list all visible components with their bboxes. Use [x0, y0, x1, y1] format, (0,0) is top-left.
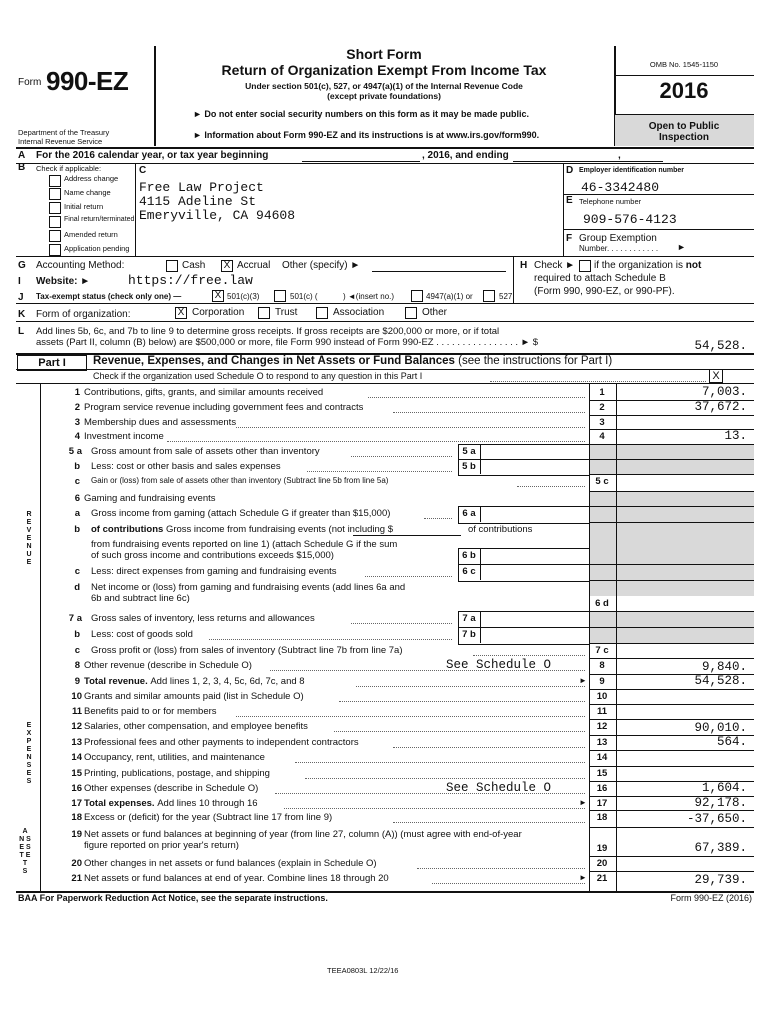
line-l5c-box-label: 5 c — [595, 476, 609, 487]
line-l6b-text-rest: Gross income from fundraising events (not including $ — [165, 524, 393, 535]
line-l6-text: Gaming and fundraising events — [84, 493, 216, 504]
line-l5c-leader — [517, 486, 585, 487]
part-1-title-main: Revenue, Expenses, and Changes in Net Assets or Fund Balances — [93, 355, 455, 367]
line-l7a-inner-div — [480, 611, 481, 627]
title-main: Return of Organization Exempt From Income Tax — [221, 62, 547, 78]
side-letter: T — [22, 860, 28, 867]
line-l4-number: 4 — [74, 431, 80, 442]
side-letter: E — [26, 722, 32, 729]
open-public-1: Open to Public — [648, 121, 720, 132]
side-letter: E S — [19, 844, 31, 851]
side-letter: N — [26, 543, 32, 550]
line-l17-text-bold: Total expenses. — [84, 798, 158, 809]
label-527: 527 — [499, 292, 513, 301]
line-l2-rule — [589, 415, 754, 416]
side-letter: V — [26, 527, 32, 534]
side-letter: T E — [19, 852, 31, 859]
line-l19-number: 19 — [71, 829, 82, 840]
line-l6d-rule — [589, 611, 754, 612]
line-l16-value: 1,604. — [701, 781, 747, 795]
checkbox-501c[interactable] — [274, 290, 286, 302]
line-l15-box-label: 15 — [596, 768, 608, 779]
line-l9-number: 9 — [74, 676, 80, 687]
side-letter: S — [26, 778, 32, 785]
line-l17-box-label: 17 — [596, 798, 608, 809]
line-l12-text: Salaries, other compensation, and employee benefits — [84, 721, 308, 732]
label-application-pending: Application pending — [64, 244, 130, 253]
schedule-o-check-text: Check if the organization used Schedule O to respond to any question in this Part I — [93, 371, 423, 381]
label-association: Association — [333, 307, 385, 318]
label-501c: 501(c) ( — [290, 292, 318, 301]
label-insert-no: ) ◄(insert no.) — [343, 292, 395, 301]
line-l7c-box-label: 7 c — [595, 645, 609, 656]
label-other-specify: Other (specify) ► — [282, 260, 361, 271]
line-l7b-rule — [589, 643, 754, 644]
line-l19-rule — [589, 856, 754, 857]
side-letter: P — [26, 738, 32, 745]
line-l12-number: 12 — [71, 721, 82, 732]
line-l7b-inner-label: 7 b — [462, 629, 476, 640]
line-l6d-text: Net income or (loss) from gaming and fundraising events (add lines 6a and — [91, 582, 406, 593]
line-l19-box-label: 19 — [596, 843, 608, 854]
footer-code: TEEA0803L 12/22/16 — [327, 966, 399, 975]
checkbox-corporation[interactable]: X — [175, 307, 187, 319]
line-l4-box-label: 4 — [599, 431, 605, 442]
label-amended-return: Amended return — [64, 230, 118, 239]
line-l7a-rule — [589, 627, 754, 628]
form-word: Form — [18, 77, 42, 88]
line-l21-text: Net assets or fund balances at end of year. Combine lines 18 through 20 — [84, 873, 389, 884]
line-l1-box-label: 1 — [599, 387, 605, 398]
part-1-title — [93, 355, 612, 367]
line-l6b-inner-label: 6 b — [462, 550, 476, 561]
line-l18-rule — [589, 827, 754, 828]
line-l1-text: Contributions, gifts, grants, and similar amounts received — [84, 387, 324, 398]
line-l13-leader — [393, 747, 585, 748]
line-l-text-2: assets (Part II, column (B) below) are $500,000 or more, file Form 990 instead of Form 990-EZ . . . . . . . . . . . . . . . . ► $ — [36, 337, 539, 348]
line-l17-text — [84, 798, 258, 809]
line-l4-rule — [589, 444, 754, 445]
side-letter: S — [26, 762, 32, 769]
line-l20-rule — [589, 871, 754, 872]
line-6b-text-2: from fundraising events reported on line 1) (attach Schedule G if the sum — [91, 539, 398, 550]
line-6b-blank — [353, 535, 461, 536]
line-l18-value: -37,650. — [686, 812, 747, 826]
line-l5a-leader — [351, 456, 452, 457]
line-l11-leader — [236, 716, 585, 717]
side-letter: E — [26, 519, 32, 526]
label-trust: Trust — [275, 307, 298, 318]
line-k-letter: K — [18, 309, 26, 320]
line-l6b-number: b — [74, 524, 80, 535]
tax-year: 2016 — [659, 78, 709, 103]
line-l19-value: 67,389. — [694, 841, 747, 855]
line-l6a-rule — [589, 522, 754, 523]
line-l14-rule — [589, 766, 754, 767]
line-l-letter: L — [18, 326, 25, 337]
line-l15-text: Printing, publications, postage, and shipping — [84, 768, 270, 779]
line-h-text-4: (Form 990, 990-EZ, or 990-PF). — [534, 286, 675, 297]
line-l6c-inner-label: 6 c — [462, 566, 476, 577]
line-l7b-inner-div — [480, 627, 481, 643]
side-letter: E — [26, 770, 32, 777]
line-l5b-leader — [307, 471, 452, 472]
line-l3-text: Membership dues and assessments — [84, 417, 237, 428]
line-g-letter: G — [18, 260, 26, 271]
line-l14-leader — [295, 762, 585, 763]
line-j-label: Tax-exempt status (check only one) — — [36, 292, 182, 301]
line-l10-box-label: 10 — [596, 691, 608, 702]
line-l7c-number: c — [74, 645, 80, 656]
line-l20-number: 20 — [71, 858, 82, 869]
line-l20-leader — [417, 868, 585, 869]
line-l7b-text: Less: cost of goods sold — [91, 629, 193, 640]
line-l5b-rule — [589, 474, 754, 475]
checkbox-schedule-b[interactable] — [579, 260, 591, 272]
line-e-label: Telephone number — [579, 197, 642, 206]
side-letter: N S — [19, 836, 31, 843]
line-i-letter: I — [18, 276, 21, 287]
line-f-arrow: ► — [677, 242, 686, 252]
line-l15-leader — [305, 778, 586, 779]
line-l16-note: See Schedule O — [446, 781, 552, 795]
note-ssn: ► Do not enter social security numbers on this form as it may be made public. — [193, 109, 529, 119]
org-address-1: 4115 Adeline St — [139, 194, 257, 209]
line-l2-number: 2 — [74, 402, 80, 413]
line-l18-text: Excess or (deficit) for the year (Subtract line 17 from line 9) — [84, 812, 333, 823]
line-l9-text-rest: Add lines 1, 2, 3, 4, 5c, 6d, 7c, and 8 — [150, 676, 305, 687]
line-l5a-rule — [589, 459, 754, 460]
footer-baa: BAA For Paperwork Reduction Act Notice, see the separate instructions. — [18, 893, 328, 903]
line-l17-arrow: ► — [579, 798, 587, 807]
line-l5a-text: Gross amount from sale of assets other than inventory — [91, 446, 320, 457]
line-l21-value: 29,739. — [694, 873, 747, 887]
line-l4-text: Investment income — [84, 431, 164, 442]
line-l7b-number: b — [74, 629, 80, 640]
line-l18-leader — [393, 822, 585, 823]
footer-form-ref: Form 990-EZ (2016) — [670, 893, 752, 903]
line-e-letter: E — [566, 195, 573, 206]
line-l19-text: Net assets or fund balances at beginning of year (from line 27, column (A)) (must agree with end-of-year — [84, 829, 522, 840]
subtitle-1: Under section 501(c), 527, or 4947(a)(1) of the Internal Revenue Code — [245, 81, 523, 91]
line-l5b-inner-label: 5 b — [462, 461, 476, 472]
checkbox-other-org[interactable] — [405, 307, 417, 319]
line-l9-arrow: ► — [579, 676, 587, 685]
line-l7a-leader — [351, 623, 452, 624]
line-l21-arrow: ► — [579, 873, 587, 882]
line-l6a-inner-label: 6 a — [462, 508, 476, 519]
org-name: Free Law Project — [139, 180, 264, 195]
label-final-return: Final return/terminated — [64, 216, 135, 223]
label-501c3: 501(c)(3) — [227, 292, 260, 301]
side-letter: N — [26, 754, 32, 761]
line-l7b-leader — [209, 639, 452, 640]
line-l7c-text: Gross profit or (loss) from sales of inventory (Subtract line 7b from line 7a) — [91, 645, 403, 656]
checkbox-association[interactable] — [316, 307, 328, 319]
line-f-letter: F — [566, 233, 573, 244]
line-l21-number: 21 — [71, 873, 82, 884]
line-l7c-leader — [473, 655, 585, 656]
side-letter: X — [26, 730, 32, 737]
line-l13-value: 564. — [716, 735, 747, 749]
line-l3-number: 3 — [74, 417, 80, 428]
line-l9-leader — [356, 686, 585, 687]
line-l9-text-bold: Total revenue. — [84, 676, 151, 687]
form-number: 990-EZ — [46, 66, 129, 96]
line-l17-rule — [589, 810, 754, 811]
line-l6d-number: d — [74, 582, 80, 593]
line-l11-box-label: 11 — [596, 706, 608, 717]
gross-receipts-value: 54,528. — [694, 339, 747, 353]
line-l13-rule — [589, 750, 754, 751]
line-l7a-inner-label: 7 a — [462, 613, 476, 624]
line-l18-box-label: 18 — [596, 812, 608, 823]
line-l5a-inner-div — [480, 444, 481, 459]
line-l13-number: 13 — [71, 737, 82, 748]
line-l9-box-label: 9 — [599, 676, 605, 687]
line-h-letter: H — [520, 260, 528, 271]
line-6b-text-b: of contributions — [468, 524, 533, 535]
line-l8-note: See Schedule O — [446, 658, 552, 672]
line-l16-box-label: 16 — [596, 783, 608, 794]
checkbox-accrual[interactable]: X — [221, 260, 233, 272]
line-l5a-inner-label: 5 a — [462, 446, 476, 457]
line-l6-rule — [589, 506, 754, 507]
line-l1-number: 1 — [74, 387, 80, 398]
line-l17-text-rest: Add lines 10 through 16 — [157, 798, 258, 809]
omb-number: OMB No. 1545-1150 — [649, 60, 719, 69]
line-l6c-number: c — [74, 566, 80, 577]
line-l6d-box-label: 6 d — [595, 598, 609, 609]
line-h-not: not — [685, 260, 702, 271]
line-l5c-rule — [589, 491, 754, 492]
line-l6b-text-bold: of contributions — [91, 524, 166, 535]
line-l10-rule — [589, 704, 754, 705]
part-1-title-note: (see the instructions for Part I) — [458, 355, 613, 367]
label-corporation: Corporation — [192, 307, 245, 318]
phone-value: 909-576-4123 — [583, 212, 677, 227]
line-l17-value: 92,178. — [694, 796, 747, 810]
side-letter: R — [26, 511, 32, 518]
line-l6c-leader — [365, 576, 452, 577]
side-letter: E — [26, 535, 32, 542]
line-l12-box-label: 12 — [596, 721, 608, 732]
line-l7c-rule — [589, 658, 754, 659]
line-l16-text: Other expenses (describe in Schedule O) — [84, 783, 259, 794]
line-l15-number: 15 — [71, 768, 82, 779]
ein-value: 46-3342480 — [581, 180, 660, 195]
line-l5a-number: 5 a — [68, 446, 82, 457]
line-l9-value: 54,528. — [694, 674, 747, 688]
line-l11-number: 11 — [71, 706, 82, 717]
line-l8-box-label: 8 — [599, 660, 605, 671]
line-l19-text-2: figure reported on prior year's return) — [84, 840, 239, 851]
line-l6c-text: Less: direct expenses from gaming and fundraising events — [91, 566, 337, 577]
line-l7a-text: Gross sales of inventory, less returns and allowances — [91, 613, 315, 624]
line-l12-leader — [334, 731, 585, 732]
line-a-comma: , — [618, 150, 621, 161]
label-other-org: Other — [422, 307, 448, 318]
line-l17-leader — [284, 808, 585, 809]
line-l9-text — [84, 676, 305, 687]
line-l17-number: 17 — [71, 798, 82, 809]
line-l4-value: 13. — [724, 429, 747, 443]
side-letter: E — [26, 559, 32, 566]
label-name-change: Name change — [64, 188, 111, 197]
line-l6b-text — [91, 524, 393, 535]
checkbox-cash[interactable] — [166, 260, 178, 272]
line-l4-leader — [167, 441, 585, 442]
line-l21-box-label: 21 — [596, 873, 608, 884]
checkbox-initial-return[interactable] — [49, 202, 61, 214]
line-l10-leader — [339, 701, 585, 702]
checkbox-application-pending[interactable] — [49, 244, 61, 256]
line-l14-text: Occupancy, rent, utilities, and maintenance — [84, 752, 265, 763]
line-l3-leader — [236, 427, 585, 428]
line-h-text-1: Check ► — [534, 260, 576, 271]
checkbox-trust[interactable] — [258, 307, 270, 319]
line-d-letter: D — [566, 165, 574, 176]
line-f-label-2: Number. . . . . . . . . . . . — [579, 244, 659, 253]
side-letter: S — [22, 868, 28, 875]
label-4947: 4947(a)(1) or — [426, 292, 473, 301]
line-l5b-number: b — [74, 461, 80, 472]
line-l8-value: 9,840. — [701, 660, 747, 674]
line-l3-box-label: 3 — [599, 417, 605, 428]
line-l6a-text: Gross income from gaming (attach Schedule G if greater than $15,000) — [91, 508, 391, 519]
line-l6c-inner-div — [480, 564, 481, 580]
line-l20-text: Other changes in net assets or fund balances (explain in Schedule O) — [84, 858, 377, 869]
side-letter: U — [26, 551, 32, 558]
label-cash: Cash — [182, 260, 206, 271]
line-6b-text-3: of such gross income and contributions exceeds $15,000) — [91, 550, 334, 561]
line-l21-leader — [432, 883, 585, 884]
line-b-check-label: Check if applicable: — [36, 164, 102, 173]
subtitle-2: (except private foundations) — [327, 91, 441, 101]
line-l6a-leader — [424, 518, 452, 519]
line-l11-rule — [589, 719, 754, 720]
line-a-text: For the 2016 calendar year, or tax year beginning — [36, 150, 269, 161]
line-h-text-3: required to attach Schedule B — [534, 273, 666, 284]
line-l1-value: 7,003. — [701, 385, 747, 399]
line-l6d-text-2: 6b and subtract line 6c) — [91, 593, 190, 604]
line-l7a-number: 7 a — [68, 613, 82, 624]
line-l20-box-label: 20 — [596, 858, 608, 869]
label-accrual: Accrual — [237, 260, 271, 271]
line-l6c-rule — [589, 580, 754, 581]
checkbox-name-change[interactable] — [49, 188, 61, 200]
line-b-letter: B — [18, 162, 26, 173]
line-l-text-1: Add lines 5b, 6c, and 7b to line 9 to determine gross receipts. If gross receipts are $200,000 or more, or if total — [36, 326, 500, 337]
line-l6b-rule — [589, 564, 754, 565]
side-letter: A — [22, 828, 28, 835]
org-address-2: Emeryville, CA 94608 — [139, 208, 296, 223]
checkbox-501c3[interactable]: X — [212, 290, 224, 302]
line-l12-value: 90,010. — [694, 721, 747, 735]
line-h-text-2 — [594, 260, 701, 271]
line-l10-number: 10 — [71, 691, 82, 702]
line-l9-rule — [589, 689, 754, 690]
line-l2-leader — [393, 412, 585, 413]
checkbox-527[interactable] — [483, 290, 495, 302]
checkbox-4947[interactable] — [411, 290, 423, 302]
checkbox-schedule-o[interactable]: X — [709, 369, 723, 383]
line-l1-leader — [368, 397, 585, 398]
line-a-mid: , 2016, and ending — [422, 150, 509, 161]
line-l14-box-label: 14 — [596, 752, 608, 763]
line-l2-value: 37,672. — [694, 400, 747, 414]
line-l8-text: Other revenue (describe in Schedule O) — [84, 660, 252, 671]
label-initial-return: Initial return — [64, 202, 104, 211]
open-public-2: Inspection — [658, 132, 709, 143]
line-l16-leader — [275, 793, 585, 794]
line-l16-number: 16 — [71, 783, 82, 794]
line-l14-number: 14 — [71, 752, 82, 763]
line-d-label: Employer identification number — [579, 167, 685, 174]
checkbox-address-change[interactable] — [49, 175, 61, 187]
line-l6a-inner-div — [480, 506, 481, 522]
note-info: ► Information about Form 990-EZ and its instructions is at www.irs.gov/form990. — [193, 130, 540, 140]
part-1-tag: Part I — [17, 355, 87, 371]
website-value: https://free.law — [128, 273, 253, 288]
line-l5c-text: Gain or (loss) from sale of assets other than inventory (Subtract line 5b from line 5a) — [91, 476, 389, 485]
line-h-text-2a: if the organization is — [594, 260, 683, 271]
checkbox-final-return[interactable] — [49, 216, 61, 228]
line-l2-box-label: 2 — [599, 402, 605, 413]
line-g-label: Accounting Method: — [36, 260, 125, 271]
line-l18-number: 18 — [71, 812, 82, 823]
title-short-form: Short Form — [346, 46, 422, 62]
line-l11-text: Benefits paid to or for members — [84, 706, 217, 717]
line-l8-number: 8 — [74, 660, 80, 671]
line-l13-box-label: 13 — [596, 737, 608, 748]
side-letter: E — [26, 746, 32, 753]
line-f-label-1: Group Exemption — [579, 233, 657, 244]
line-l13-text: Professional fees and other payments to independent contractors — [84, 737, 359, 748]
line-l5c-number: c — [74, 476, 80, 487]
line-c-letter: C — [139, 165, 147, 176]
line-i-label: Website: ► — [36, 276, 91, 287]
line-l10-text: Grants and similar amounts paid (list in Schedule O) — [84, 691, 304, 702]
line-l5b-text: Less: cost or other basis and sales expenses — [91, 461, 281, 472]
label-address-change: Address change — [64, 174, 119, 183]
line-l5b-inner-div — [480, 459, 481, 474]
line-a-letter: A — [18, 150, 26, 161]
dept-line-1: Department of the Treasury — [18, 128, 110, 137]
line-l8-leader — [270, 670, 585, 671]
line-l2-text: Program service revenue including government fees and contracts — [84, 402, 364, 413]
line-l6a-number: a — [74, 508, 80, 519]
line-l6b-inner-div — [480, 548, 481, 564]
checkbox-amended-return[interactable] — [49, 230, 61, 242]
line-k-label: Form of organization: — [36, 309, 131, 320]
line-l6-number: 6 — [74, 493, 80, 504]
dept-line-2: Internal Revenue Service — [18, 137, 103, 146]
line-j-letter: J — [18, 292, 24, 303]
